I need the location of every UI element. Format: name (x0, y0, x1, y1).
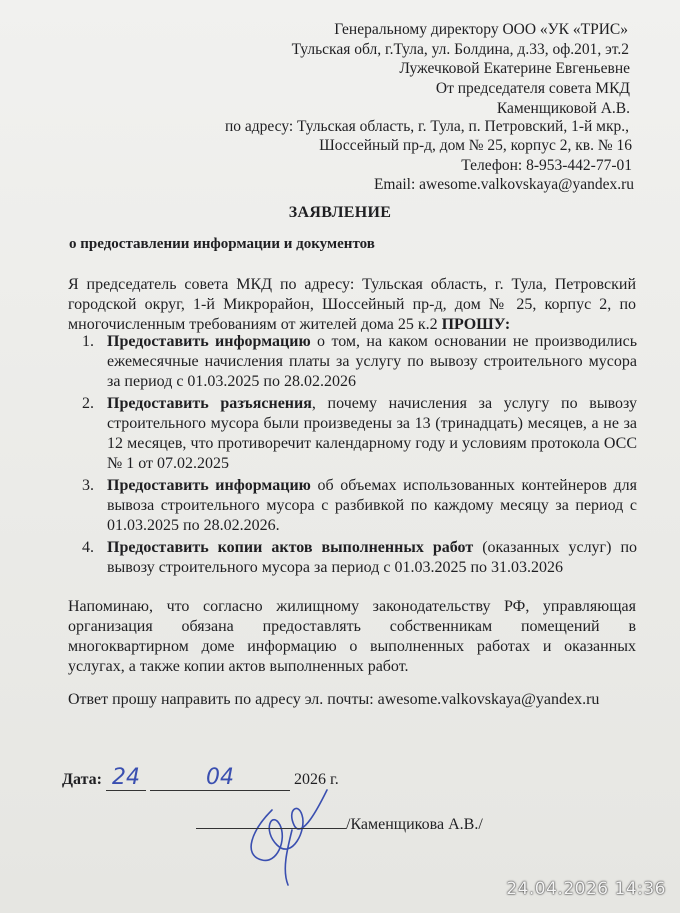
header-line: Шоссейный пр-д, дом № 25, корпус 2, кв. № 16 (319, 137, 632, 154)
header-line: Лужечковой Екатерине Евгеньевне (399, 60, 630, 77)
signature-row (196, 812, 483, 834)
request-text: о том, на каком основании не производились ежемесячные начисления платы за услугу по вывозу строительного мусора за период с 01.03.2025 по 28.02.2026 (107, 333, 637, 390)
request-item (82, 332, 637, 392)
request-list (82, 332, 638, 580)
request-bold: Предоставить копии актов выполненных работ (107, 539, 474, 556)
date-year: 2026 г. (293, 771, 339, 788)
document-title: ЗАЯВЛЕНИЕ (288, 204, 392, 221)
header-line: От председателя совета МКД (435, 80, 630, 97)
header-line: Каменщиковой А.В. (496, 100, 630, 117)
header-line: по адресу: Тульская область, г. Тула, п. Петровский, 1-й мкр., (224, 118, 629, 135)
request-number: 2. (82, 395, 94, 412)
intro-request-word: ПРОШУ: (441, 316, 511, 333)
header-line: Телефон: 8-953-442-77-01 (461, 157, 632, 174)
header-line: Тульская обл, г.Тула, ул. Болдина, д.33, оф.201, эт.2 (291, 41, 629, 58)
date-month-handwritten: 04 (205, 765, 234, 790)
request-bold: Предоставить разъяснения (107, 395, 312, 412)
request-number: 4. (82, 539, 94, 556)
header-line: Email: awesome.valkovskaya@yandex.ru (373, 176, 634, 193)
signer-name: /Каменщикова А.В./ (346, 816, 483, 833)
intro-text: Я председатель совета МКД по адресу: Тульская область, г. Тула, Петровский городской округ, 1-й Микрорайон, Шоссейный пр-д, дом № 25, корпус 2, по многочисленным требованиям от жителей дома 25 к.2 (68, 276, 636, 333)
request-text: (оказанных услуг) по вывозу строительного мусора за период с 01.03.2025 по 31.03.2026 (107, 539, 638, 576)
header-line: Генеральному директору ООО «УК «ТРИС» (334, 21, 628, 38)
signature-line (196, 812, 346, 829)
intro-paragraph (68, 275, 636, 335)
request-text: об объемах использованных контейнеров для вывоза строительного мусора с разбивкой по каждому месяцу за период с 01.03.2025 по 28.02.2026. (107, 477, 637, 534)
request-item (82, 394, 638, 474)
reply-request: Ответ прошу направить по адресу эл. почты: awesome.valkovskaya@yandex.ru (68, 691, 600, 708)
request-item (82, 538, 638, 578)
document-subject: о предоставлении информации и документов (69, 236, 375, 252)
photo-timestamp: 24.04.2026 14:36 (506, 879, 666, 899)
reminder-paragraph: Напоминаю, что согласно жилищному законодательству РФ, управляющая организация обязана предоставлять собственникам помещений в многоквартирном доме информацию о выполненных работах и оказанных услугах, а также копии актов выполненных работ. (68, 598, 636, 675)
request-text: , почему начисления за услугу по вывозу строительного мусора были произведены за 13 (тринадцать) месяцев, а не за 12 месяцев, что противоречит календарному году и условиям протокола ОСС № 1 от 07.02.2025 (107, 395, 638, 472)
request-item (82, 476, 637, 536)
request-bold: Предоставить информацию (107, 477, 311, 494)
date-label: Дата: (62, 771, 102, 788)
request-number: 3. (82, 477, 94, 494)
request-number: 1. (82, 333, 94, 350)
date-day-handwritten: 24 (111, 765, 140, 790)
request-bold: Предоставить информацию (107, 333, 311, 350)
date-day-field (106, 765, 146, 791)
